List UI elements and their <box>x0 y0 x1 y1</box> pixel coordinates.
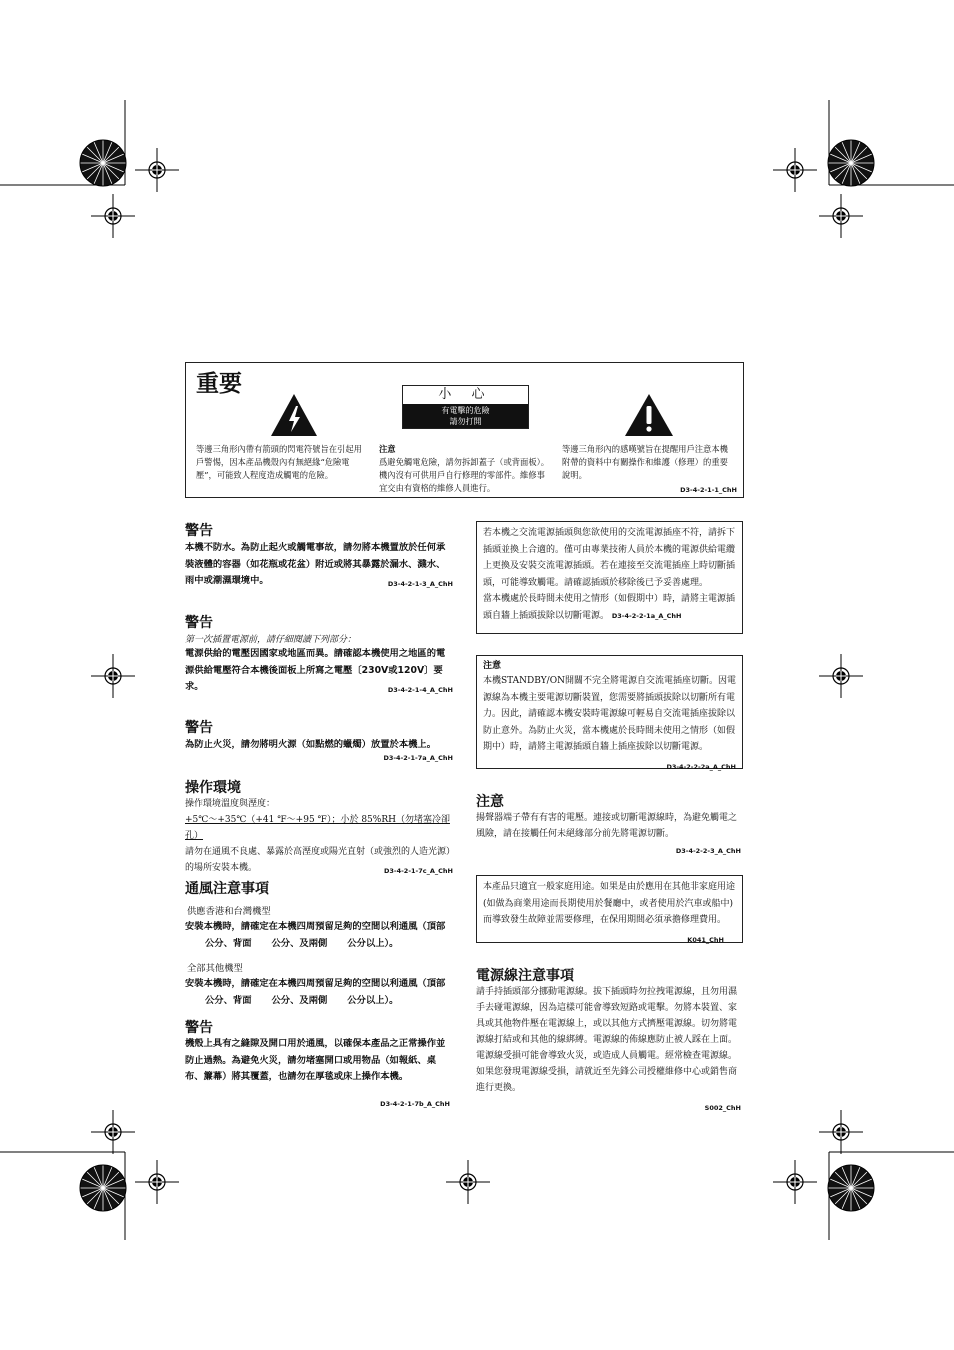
warning4-code: D3-4-2-1-7b_A_ChH <box>380 1100 450 1108</box>
environment-line2: +5℃～+35℃（+41 ℉～+95 ℉）；小於 85%RH（勿堵塞冷卻孔） <box>185 815 450 841</box>
ventilation-text2-tail-b: 公分、及兩側 <box>271 994 328 1006</box>
lightning-warning-icon <box>270 393 318 437</box>
ventilation-text2-tail-a: 公分、背面 <box>205 994 252 1006</box>
environment-line1: 操作環境溫度與溼度： <box>185 799 276 809</box>
plug-notice-code: D3-4-2-2-1a_A_ChH <box>611 611 682 620</box>
warning4-title: 警告 <box>185 1020 213 1036</box>
important-title: 重要 <box>196 371 242 397</box>
household-notice-code: K041_ChH <box>687 935 724 944</box>
caution-explanation-text: 爲避免觸電危險，請勿拆卸蓋子（或背面板）。機內沒有可供用戶自行修理的零部件。維修事宜交由有資格的維修人員進行。 <box>379 457 550 493</box>
ventilation-sub2: 全部其他機型 <box>187 963 243 974</box>
warning2-title: 警告 <box>185 615 213 631</box>
warning1-body: 本機不防水。為防止起火或觸電事故，請勿將本機置放於任何承裝液體的容器（如花瓶或花盆）附近或將其暴露於漏水、濺水、雨中或潮濕環境中。 <box>185 542 446 586</box>
ventilation-sub1: 供應香港和台灣機型 <box>187 906 271 917</box>
plug-notice-text2: 當本機處於長時間未使用之情形（如假期中）時，請將主電源插頭自牆上插頭拔除以切斷電源。 <box>483 594 736 621</box>
caution-explanation-label: 注意 <box>379 444 396 454</box>
environment-line3: 請勿在通風不良處、暴露於高溼度或陽光直射（或強烈的人造光源）的場所安裝本機。 <box>185 847 451 873</box>
ventilation-text1-body: 安裝本機時，請確定在本機四周預留足夠的空間以利通風（頂部 <box>185 921 446 932</box>
caution-subtitle <box>403 404 528 428</box>
exclamation-explanation: 等邊三角形內的感嘆號旨在提醒用戶注意本機附帶的資料中有關操作和維護（修理）的重要說明。 <box>562 444 728 480</box>
caution-label-box <box>402 385 529 429</box>
warning3-code: D3-4-2-1-7a_A_ChH <box>383 753 453 762</box>
environment-title: 操作環境 <box>185 780 241 796</box>
standby-notice-box <box>476 655 743 769</box>
ventilation-text1-tail-c: 公分以上）。 <box>347 937 399 949</box>
warning2-body: 電源供給的電壓因國家或地區而異。請確認本機使用之地區的電源供給電壓符合本機後面板上所寫之電壓〔230V或120V〕要求。 <box>185 648 446 692</box>
warning3-body: 為防止火災，請勿將明火源（如點燃的蠟燭）放置於本機上。 <box>185 739 437 750</box>
ventilation-text2-body: 安裝本機時，請確定在本機四周預留足夠的空間以利通風（頂部 <box>185 978 446 989</box>
ventilation-text2 <box>185 976 453 1009</box>
caution-sub-line1: 有電擊的危險 <box>441 406 490 415</box>
warning3-title: 警告 <box>185 720 213 736</box>
environment-code: D3-4-2-1-7c_A_ChH <box>383 867 453 875</box>
environment-text <box>185 796 453 879</box>
ventilation-text2-tail-c: 公分以上）。 <box>347 994 399 1006</box>
plug-notice-box <box>476 521 743 634</box>
cord-title: 電源線注意事項 <box>476 968 574 984</box>
important-code: D3-4-2-1-1_ChH <box>680 486 737 494</box>
note-text: 揚聲器端子帶有有害的電壓。連接或切斷電源線時，為避免觸電之風險，請在接觸任何未絕緣部分前先將電源切斷。 <box>476 813 738 839</box>
ventilation-text1 <box>185 919 453 952</box>
lightning-explanation: 等邊三角形內帶有箭頭的閃電符號旨在引起用戶警惕，因本產品機殼內有無絕緣“危險電壓”，可能致人程度造成觸電的危險。 <box>196 444 362 480</box>
warning2-code: D3-4-2-1-4_A_ChH <box>387 686 453 694</box>
warning2-italic: 第一次插置電源前，請仔細閱讀下列部分： <box>185 635 357 645</box>
caution-sub-line2: 請勿打開 <box>449 417 482 426</box>
exclamation-warning-icon <box>624 393 674 437</box>
note-title: 注意 <box>476 794 504 810</box>
household-notice-box <box>476 875 743 943</box>
caution-explanation <box>379 443 551 495</box>
warning3-text <box>185 737 453 762</box>
standby-notice-text: 本機STANDBY/ON開關不完全將電源自交流電插座切斷。因電源線為本機主要電源切斷裝置，您需要將插頭拔除以切斷所有電力。因此，請確認本機安裝時電源線可輕易自交流電插座拔除以防止意外。為防止火災，當本機處於長時間未使用之情形（如假期中）時，請將主電源插頭自牆上插座拔除以切斷電源。 <box>483 676 736 752</box>
household-notice-text: 本產品只適宜一般家庭用途。如果是由於應用在其他非家庭用途(如做為商業用途而長期使用於餐廳中，或者使用於汽車或船中)而導致發生故障並需要修理，在保用期間必須承擔修理費用。 <box>483 882 736 925</box>
standby-notice-code: D3-4-2-2-2a_A_ChH <box>666 762 736 771</box>
warning2-text <box>185 646 453 699</box>
warning1-text <box>185 540 453 593</box>
ventilation-text1-tail-b: 公分、及兩側 <box>271 937 328 949</box>
cord-text: 請手持插頭部分挪動電源線。拔下插頭時勿拉拽電源線，且勿用濕手去碰電源線，因為這樣可能會導致短路或電擊。勿將本裝置、家具或其他物件壓在電源線上，或以其他方式擠壓電源線。切勿將電源線打結或和其他的線綁縛。電源線的佈線應防止被人踩在上面。電源線受損可能會導致火災，或造成人員觸電。經常檢查電源線。如果您發現電源線受損，請就近至先鋒公司授權維修中心或銷售商進行更換。 <box>476 987 738 1093</box>
ventilation-title: 通風注意事項 <box>185 881 269 897</box>
warning1-title: 警告 <box>185 523 213 539</box>
standby-notice-label: 注意 <box>483 661 502 671</box>
warning4-text: 機殼上具有之縫隙及開口用於通風，以確保本產品之正常操作並防止過熱。為避免火災，請勿堵塞開口或用物品（如報紙、桌布、簾幕）將其覆蓋，也請勿在厚毯或床上操作本機。 <box>185 1038 446 1082</box>
warning1-code: D3-4-2-1-3_A_ChH <box>387 580 453 588</box>
plug-notice-text1: 若本機之交流電源插頭與您欲使用的交流電源插座不符，請拆下插頭並換上合適的。僅可由專業技術人員於本機的電源供給電纜上更換及安裝交流電源插頭。若在連接至交流電插座上時切斷插頭，可能導致觸電。請確認插頭於移除後已予妥善處理。 <box>483 528 736 588</box>
caution-title: 小 心 <box>438 387 493 402</box>
cord-code: S002_ChH <box>704 1104 741 1112</box>
ventilation-text1-tail-a: 公分、背面 <box>205 937 252 949</box>
note-code: D3-4-2-2-3_A_ChH <box>675 847 741 855</box>
important-notice-box <box>185 362 744 498</box>
